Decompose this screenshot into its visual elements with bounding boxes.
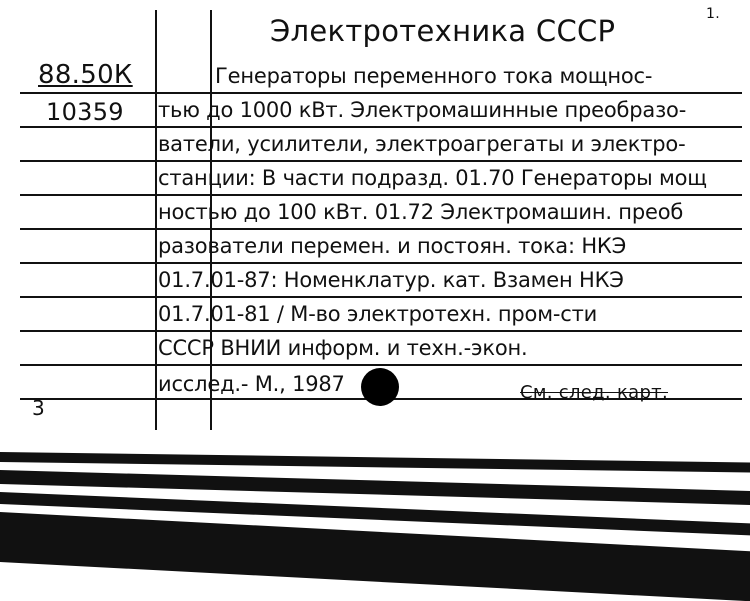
text-line-9: СССР ВНИИ информ. и техн.-экон.	[158, 336, 528, 360]
card-title: Электротехника СССР	[270, 14, 616, 48]
text-line-10: исслед.- М., 1987	[158, 372, 345, 396]
ruled-line	[20, 296, 742, 298]
ruled-line	[20, 194, 742, 196]
ruled-line	[20, 160, 742, 162]
text-line-1: Генераторы переменного тока мощнос-	[215, 64, 653, 88]
struck-text: См. след. карт.	[520, 382, 668, 403]
text-line-8: 01.7.01-81 / М-во электротехн. пром-сти	[158, 302, 598, 326]
page-number: 1.	[706, 6, 720, 22]
ruled-line	[20, 228, 742, 230]
left-margin-line	[155, 10, 157, 430]
ruled-line	[20, 126, 742, 128]
text-line-3: ватели, усилители, электроагрегаты и электро-	[158, 132, 686, 156]
ruled-line	[20, 364, 742, 366]
inventory-number: 10359	[46, 98, 124, 126]
margin-mark: 3	[32, 396, 46, 420]
scan-edge-band	[0, 452, 750, 472]
punch-hole	[361, 368, 399, 406]
text-line-7: 01.7.01-87: Номенклатур. кат. Взамен НКЭ	[158, 268, 624, 292]
ruled-line	[20, 92, 742, 94]
call-number: 88.50К	[38, 60, 133, 90]
text-line-4: станции: В части подразд. 01.70 Генераторы мощ	[158, 166, 707, 190]
text-line-2: тью до 1000 кВт. Электромашинные преобразо-	[158, 98, 687, 122]
text-line-6: разователи перемен. и постоян. тока: НКЭ	[158, 234, 627, 258]
ruled-line	[20, 330, 742, 332]
ruled-line	[20, 262, 742, 264]
text-line-5: ностью до 100 кВт. 01.72 Электромашин. преоб	[158, 200, 684, 224]
